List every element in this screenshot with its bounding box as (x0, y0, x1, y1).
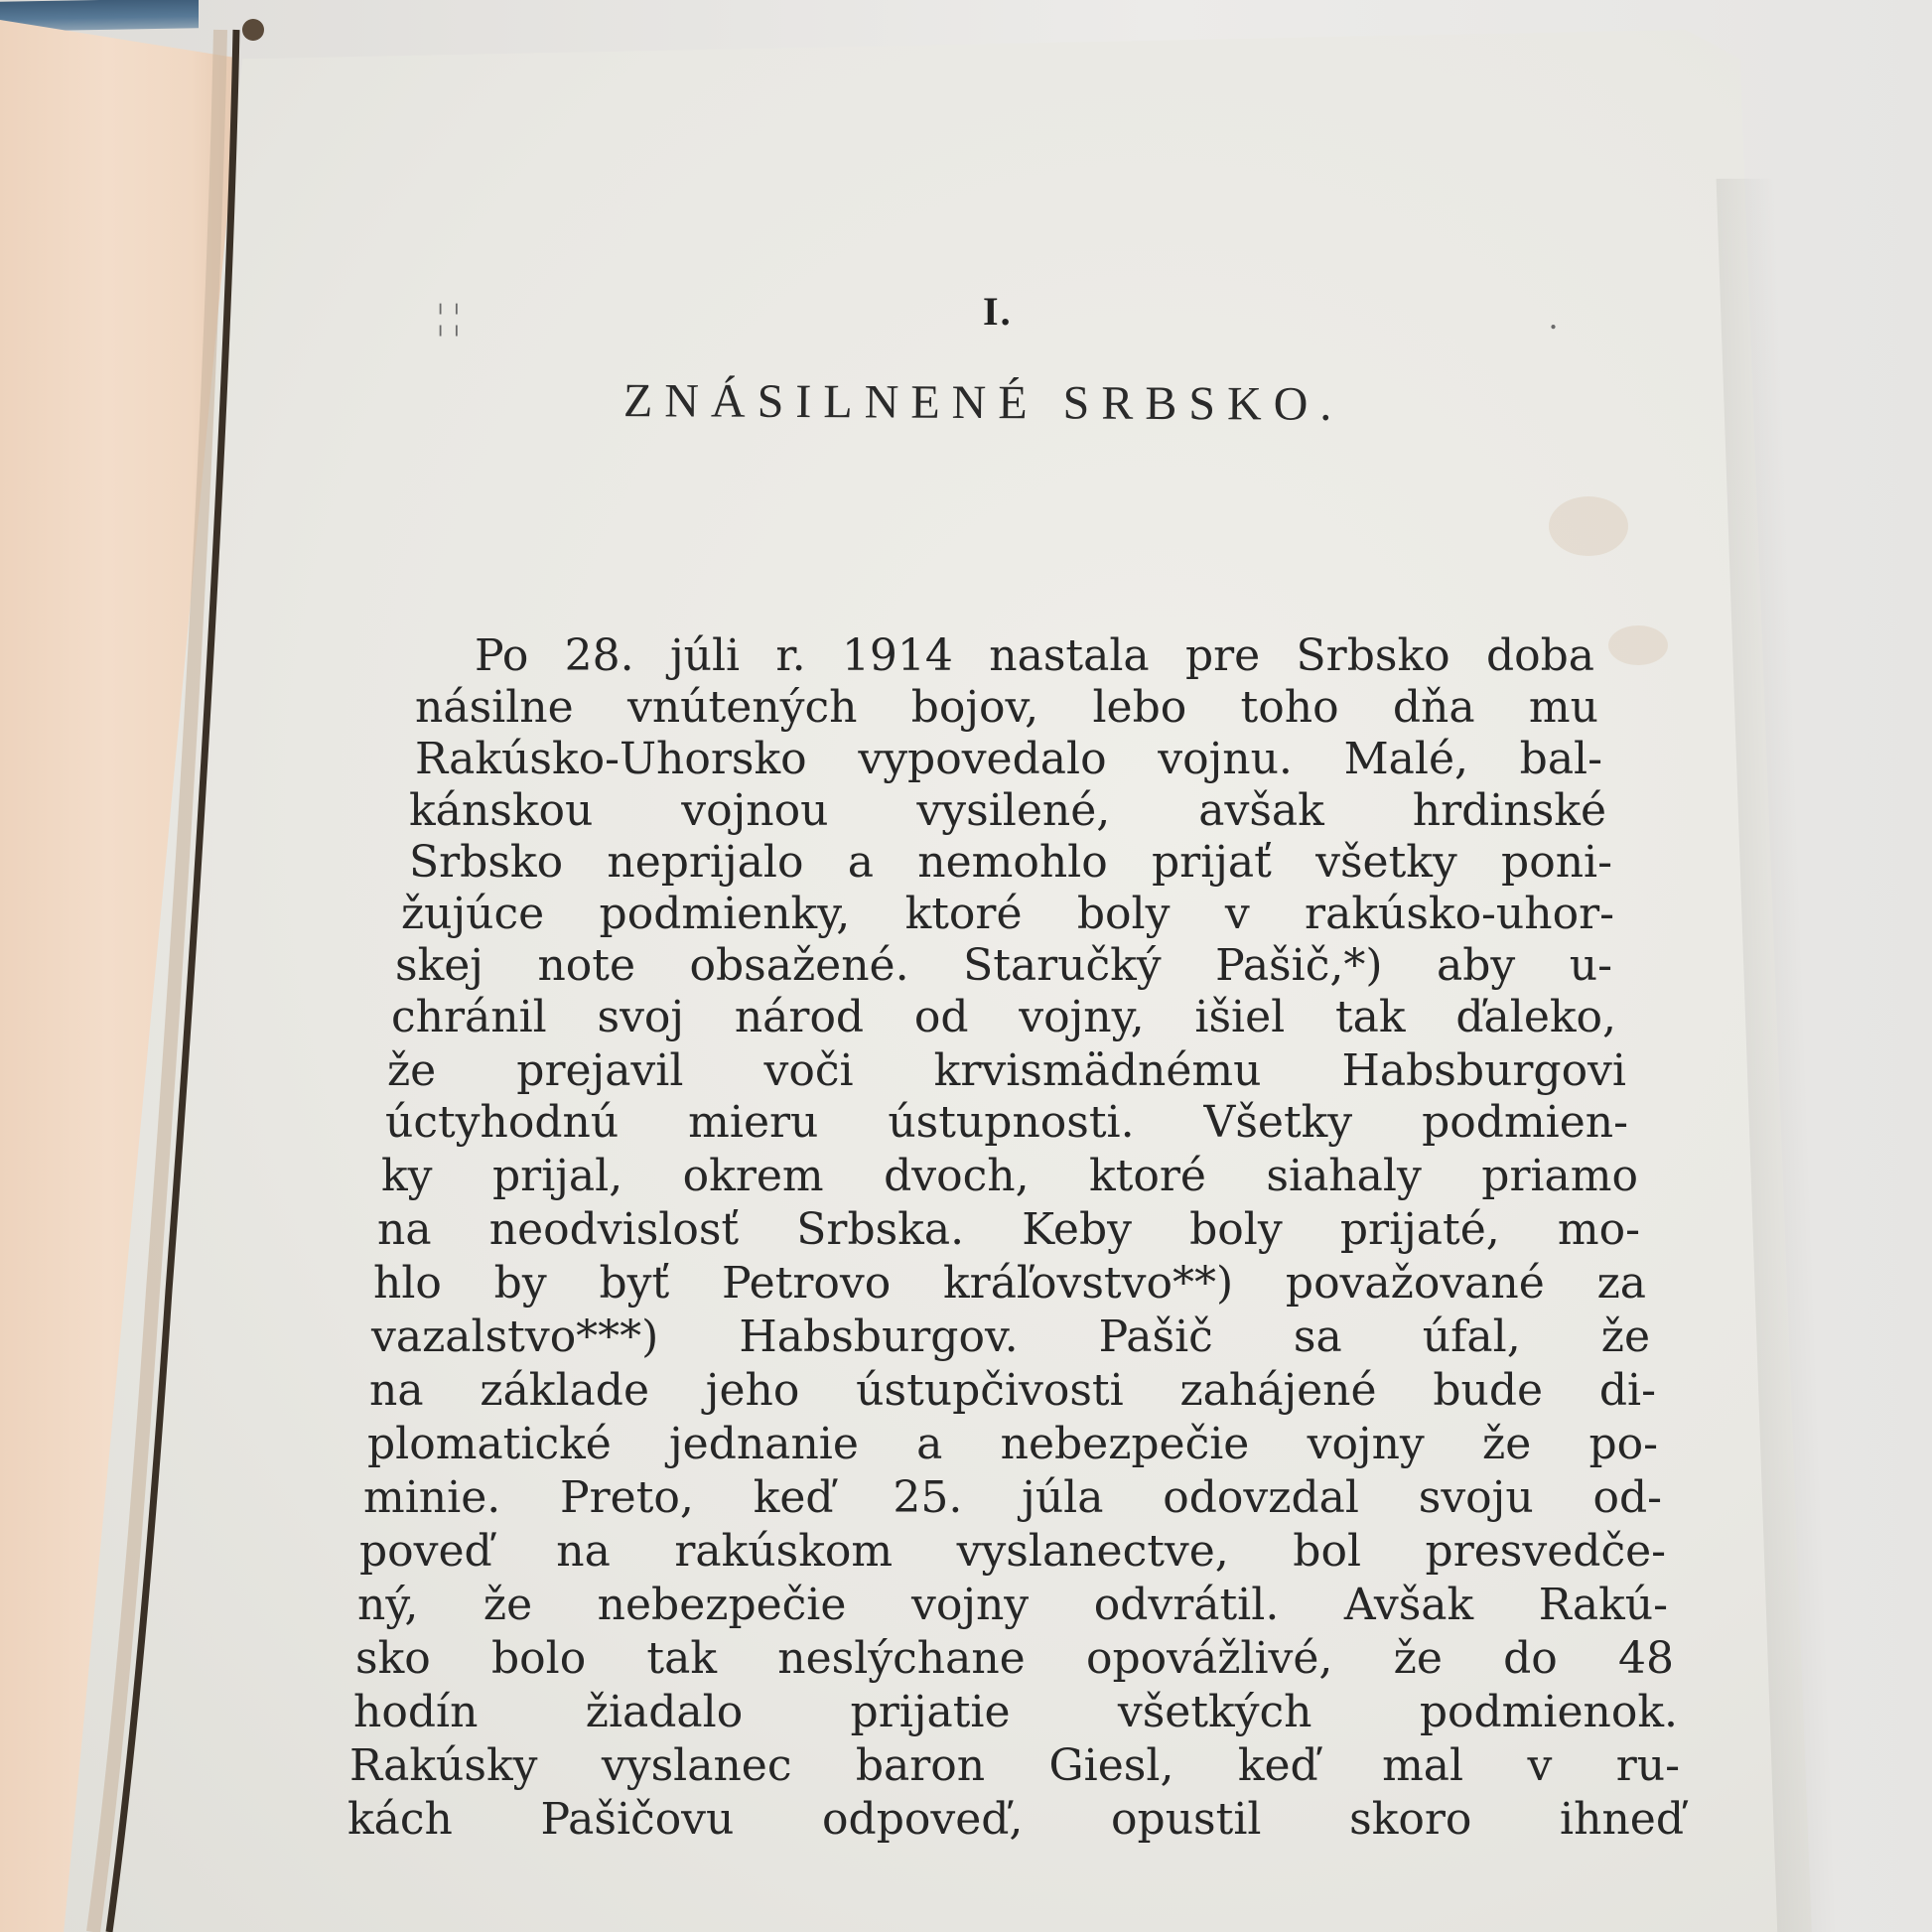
page-mark: . (1549, 297, 1558, 337)
text-line: kánskou vojnou vysilené, avšak hrdinské (409, 785, 1606, 836)
text-line: vazalstvo***) Habsburgov. Pašič sa úfal, že (371, 1311, 1650, 1362)
chapter-title: ZNÁSILNENÉ SRBSKO. (622, 374, 1344, 431)
text-line: Srbsko neprijalo a nemohlo prijať všetky poni- (409, 837, 1612, 888)
page-mark: ¦ ¦ (437, 297, 461, 337)
chapter-number: I. (983, 289, 1013, 334)
text-line: na neodvislosť Srbska. Keby boly prijaté, mo- (377, 1204, 1640, 1255)
text-line: poveď na rakúskom vyslanectve, bol presvedče- (359, 1526, 1666, 1577)
text-line: ky prijal, okrem dvoch, ktoré siahaly priamo (381, 1151, 1638, 1201)
text-line: ný, že nebezpečie vojny odvrátil. Avšak Rakú- (357, 1580, 1668, 1630)
text-line: skej note obsažené. Staručký Pašič,*) aby u- (395, 940, 1612, 991)
text-line: chránil svoj národ od vojny, išiel tak ďaleko, (391, 992, 1616, 1042)
text-line: Rakúsko-Uhorsko vypovedalo vojnu. Malé, bal- (415, 734, 1602, 784)
text-line: že prejavil voči krvismädnému Habsburgovi (387, 1045, 1626, 1096)
text-line: Rakúsky vyslanec baron Giesl, keď mal v ru- (349, 1740, 1680, 1791)
text-line: Po 28. júli r. 1914 nastala pre Srbsko doba (475, 630, 1594, 681)
text-line: na základe jeho ústupčivosti zahájené bude di- (369, 1365, 1656, 1416)
text-line: hlo by byť Petrovo kráľovstvo**) považované za (373, 1258, 1646, 1309)
text-line: násilne vnútených bojov, lebo toho dňa mu (415, 682, 1598, 733)
text-line: hodín žiadalo prijatie všetkých podmienok. (353, 1687, 1678, 1737)
text-line: kách Pašičovu odpoveď, opustil skoro ihneď (347, 1794, 1684, 1845)
text-line: minie. Preto, keď 25. júla odovzdal svoju od- (363, 1472, 1662, 1523)
text-line: úctyhodnú mieru ústupnosti. Všetky podmien- (385, 1097, 1628, 1148)
text-line: žujúce podmienky, ktoré boly v rakúsko-uhor- (401, 889, 1614, 939)
text-line: sko bolo tak neslýchane opovážlivé, že do 48 (355, 1633, 1674, 1684)
text-line: plomatické jednanie a nebezpečie vojny že po- (367, 1419, 1658, 1469)
